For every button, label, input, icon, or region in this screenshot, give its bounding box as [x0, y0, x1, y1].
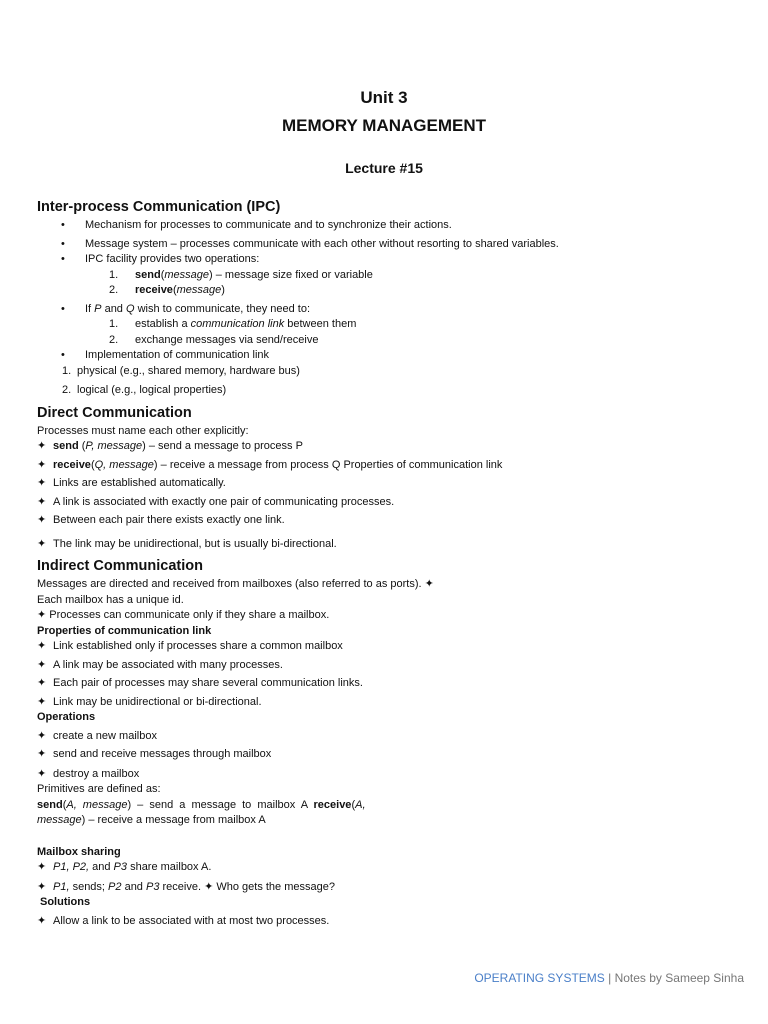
sharing-heading: Mailbox sharing: [37, 845, 121, 858]
bullet-icon: •: [61, 237, 65, 250]
star-bullet-icon: ✦: [37, 861, 47, 873]
list-item: 1. send(message) – message size fixed or variable: [109, 268, 373, 281]
list-item: ✦ The link may be unidirectional, but is usually bi-directional.: [37, 537, 737, 553]
unit-title: Unit 3: [360, 88, 408, 107]
operations-heading: Operations: [37, 711, 96, 723]
list-item: • If P and Q wish to communicate, they need to:: [37, 302, 737, 318]
star-bullet-icon: ✦: [37, 729, 47, 742]
star-bullet-icon: ✦: [37, 640, 47, 652]
primitives-intro: Primitives are defined as:: [37, 783, 161, 795]
lecture-number: Lecture #15: [345, 160, 423, 176]
bullet-icon: •: [61, 302, 65, 315]
list-item: ✦ P1, sends; P2 and P3 receive. ✦ Who gets the message?: [37, 880, 737, 896]
star-bullet-icon: ✦: [37, 677, 47, 689]
list-item: 2. receive(message): [109, 284, 225, 296]
footer-note: Notes by Sameep Sinha: [614, 971, 744, 985]
list-item: ✦ send and receive messages through mailbox: [37, 747, 737, 763]
star-bullet-icon: ✦: [37, 748, 47, 760]
list-item: • Implementation of communication link: [37, 348, 737, 364]
footer-brand: OPERATING SYSTEMS: [474, 971, 605, 985]
list-item: • Mechanism for processes to communicate and to synchronize their actions.: [37, 218, 737, 234]
list-item: ✦ Link established only if processes share a common mailbox: [37, 639, 737, 655]
indirect-text: Messages are directed and received from mailboxes (also referred to as ports). ✦: [37, 578, 434, 590]
star-bullet-icon: ✦: [37, 514, 47, 526]
bullet-icon: •: [61, 349, 65, 361]
direct-intro: Processes must name each other explicitly:: [37, 424, 249, 437]
list-item: ✦ Allow a link to be associated with at most two processes.: [37, 914, 737, 930]
indirect-text: Each mailbox has a unique id.: [37, 593, 184, 606]
list-item: 1. physical (e.g., shared memory, hardware bus): [62, 364, 300, 377]
list-item: ✦ Link may be unidirectional or bi-directional.: [37, 695, 737, 711]
star-bullet-icon: ✦: [37, 495, 47, 508]
list-item: ✦ receive(Q, message) – receive a message from process Q Properties of communication link: [37, 458, 737, 474]
props-heading: Properties of communication link: [37, 624, 212, 637]
star-bullet-icon: ✦: [37, 914, 47, 927]
primitives-line: message) – receive a message from mailbox A: [37, 814, 266, 826]
list-item: ✦ A link may be associated with many processes.: [37, 658, 737, 674]
list-item: ✦ destroy a mailbox: [37, 767, 737, 783]
list-item: ✦ A link is associated with exactly one pair of communicating processes.: [37, 495, 737, 511]
list-item: • IPC facility provides two operations:: [37, 252, 737, 268]
page-title: MEMORY MANAGEMENT: [282, 116, 486, 135]
primitives-line: send(A, message) – send a message to mailbox A receive(A,: [37, 798, 366, 811]
list-item: • Message system – processes communicate with each other without resorting to shared variables.: [37, 237, 737, 253]
star-bullet-icon: ✦: [37, 440, 47, 452]
solutions-heading: Solutions: [40, 896, 91, 908]
page-footer: OPERATING SYSTEMS | Notes by Sameep Sinha: [474, 971, 744, 985]
star-bullet-icon: ✦: [37, 767, 47, 780]
star-bullet-icon: ✦: [37, 658, 47, 671]
direct-heading: Direct Communication: [37, 404, 192, 421]
star-bullet-icon: ✦: [37, 458, 47, 471]
list-item: ✦ Each pair of processes may share several communication links.: [37, 676, 737, 692]
star-bullet-icon: ✦: [37, 695, 47, 708]
bullet-icon: •: [61, 219, 65, 231]
list-item: 1. establish a communication link between them: [109, 318, 357, 330]
list-item: 2. exchange messages via send/receive: [109, 333, 319, 346]
list-item: ✦ P1, P2, and P3 share mailbox A.: [37, 860, 737, 876]
list-item: ✦ create a new mailbox: [37, 729, 737, 745]
document-body: [37, 197, 737, 929]
list-item: ✦ send (P, message) – send a message to process P: [37, 439, 737, 455]
list-item: ✦ Between each pair there exists exactly one link.: [37, 513, 737, 529]
star-bullet-icon: ✦: [37, 880, 47, 893]
list-item: 2. logical (e.g., logical properties): [62, 384, 227, 396]
list-item: ✦ Links are established automatically.: [37, 476, 737, 492]
star-bullet-icon: ✦: [37, 537, 47, 550]
star-bullet-icon: ✦: [37, 477, 47, 489]
indirect-text: ✦ Processes can communicate only if they share a mailbox.: [37, 609, 330, 621]
indirect-heading: Indirect Communication: [37, 558, 203, 574]
ipc-heading: Inter-process Communication (IPC): [37, 199, 281, 215]
bullet-icon: •: [61, 253, 65, 265]
